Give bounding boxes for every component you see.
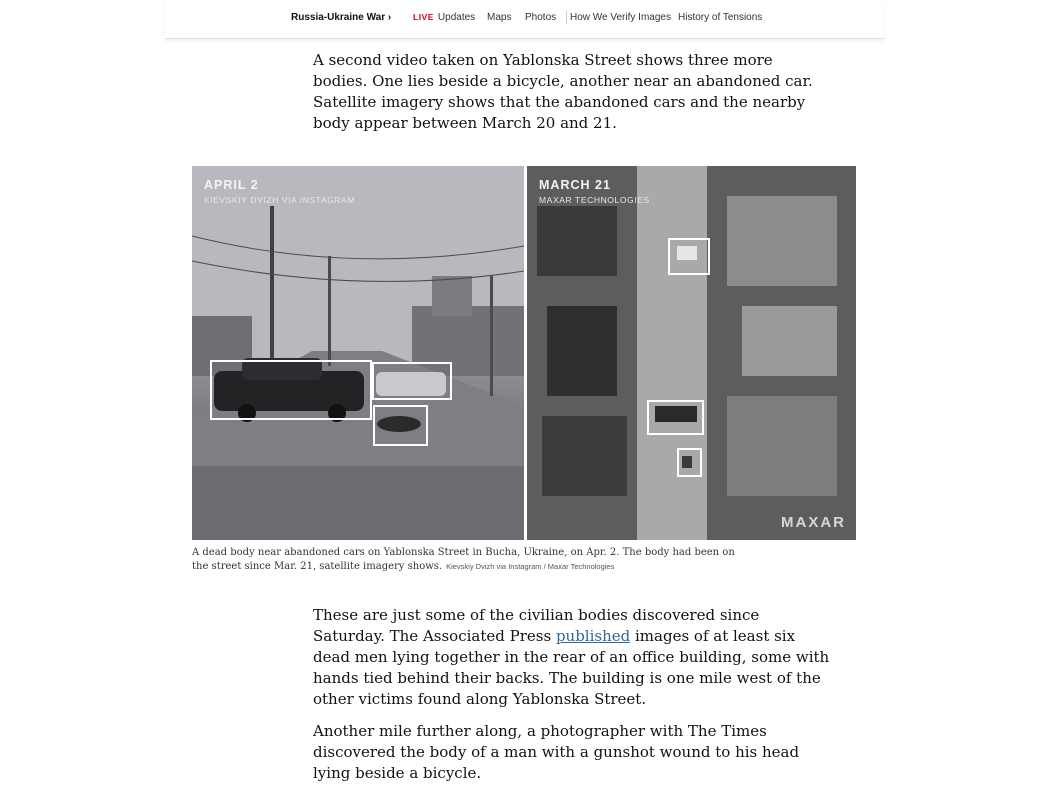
nav-divider (566, 11, 567, 24)
nav-how-we-verify-link[interactable]: How We Verify Images (570, 12, 671, 23)
paragraph-line: dead men lying together in the rear of an office building, some with (313, 648, 830, 666)
paragraph-line: body appear between March 20 and 21. (313, 114, 617, 132)
highlight-box-black-car (210, 360, 372, 420)
nav-live-updates-label: Updates (437, 12, 476, 23)
caption-credit: Kievskiy Dvizh via Instagram / Maxar Technologies (446, 562, 615, 571)
street-photo (192, 166, 524, 540)
satellite-photo (527, 166, 856, 540)
published-link[interactable]: published (555, 627, 631, 645)
caption-line-2 (192, 560, 712, 574)
caption-line: A dead body near abandoned cars on Yablonska Street in Bucha, Ukraine, on Apr. 2. The body had been on (192, 547, 735, 558)
paragraph-line: other victims found along Yablonska Street. (313, 690, 647, 708)
left-photo-date: APRIL 2 (204, 178, 259, 192)
left-photo-credit: KIEVSKIY DVIZH VIA INSTAGRAM (204, 195, 356, 205)
caption-text: the street since Mar. 21, satellite imagery shows. (192, 561, 443, 572)
paragraph-line-with-link (313, 626, 796, 647)
highlight-box-silver-car (372, 362, 452, 400)
right-photo-credit: MAXAR TECHNOLOGIES (539, 195, 650, 205)
paragraph-line: discovered the body of a man with a gunshot wound to his head (313, 743, 800, 761)
nav-history-link[interactable]: History of Tensions (678, 12, 763, 23)
paragraph-line: lying beside a bicycle. (313, 764, 482, 782)
nav-photos-link[interactable]: Photos (525, 12, 557, 23)
paragraph-line: Satellite imagery shows that the abandoned cars and the nearby (313, 93, 806, 111)
highlight-box-vehicle-1 (668, 238, 710, 275)
maxar-watermark: MAXAR (781, 514, 846, 531)
satellite-scene-illustration (527, 166, 856, 540)
nav-live-updates-link[interactable] (413, 12, 475, 23)
paragraph-text: images of at least six (630, 627, 796, 645)
paragraph-line: bodies. One lies beside a bicycle, another near an abandoned car. (313, 72, 813, 90)
highlight-box-vehicle-2 (647, 400, 704, 435)
photo-caption (192, 546, 735, 574)
article-paragraph-2 (313, 605, 830, 710)
nav-maps-link[interactable]: Maps (487, 12, 512, 23)
top-navigation-bar (165, 0, 884, 39)
paragraph-line: A second video taken on Yablonska Street shows three more (313, 51, 773, 69)
paragraph-line: hands tied behind their backs. The building is one mile west of the (313, 669, 821, 687)
right-photo-date: MARCH 21 (539, 178, 611, 192)
live-badge: LIVE (413, 12, 434, 22)
street-scene-illustration (192, 166, 524, 540)
article-paragraph-3 (313, 721, 800, 784)
paragraph-line: Another mile further along, a photographer with The Times (313, 722, 767, 740)
article-paragraph-1 (313, 50, 813, 134)
highlight-box-body-satellite (677, 448, 702, 477)
paragraph-text: Saturday. The Associated Press (313, 627, 556, 645)
nav-russia-ukraine-war-link[interactable]: Russia-Ukraine War › (291, 12, 392, 23)
paragraph-line: These are just some of the civilian bodies discovered since (313, 606, 760, 624)
highlight-box-body (373, 405, 428, 446)
